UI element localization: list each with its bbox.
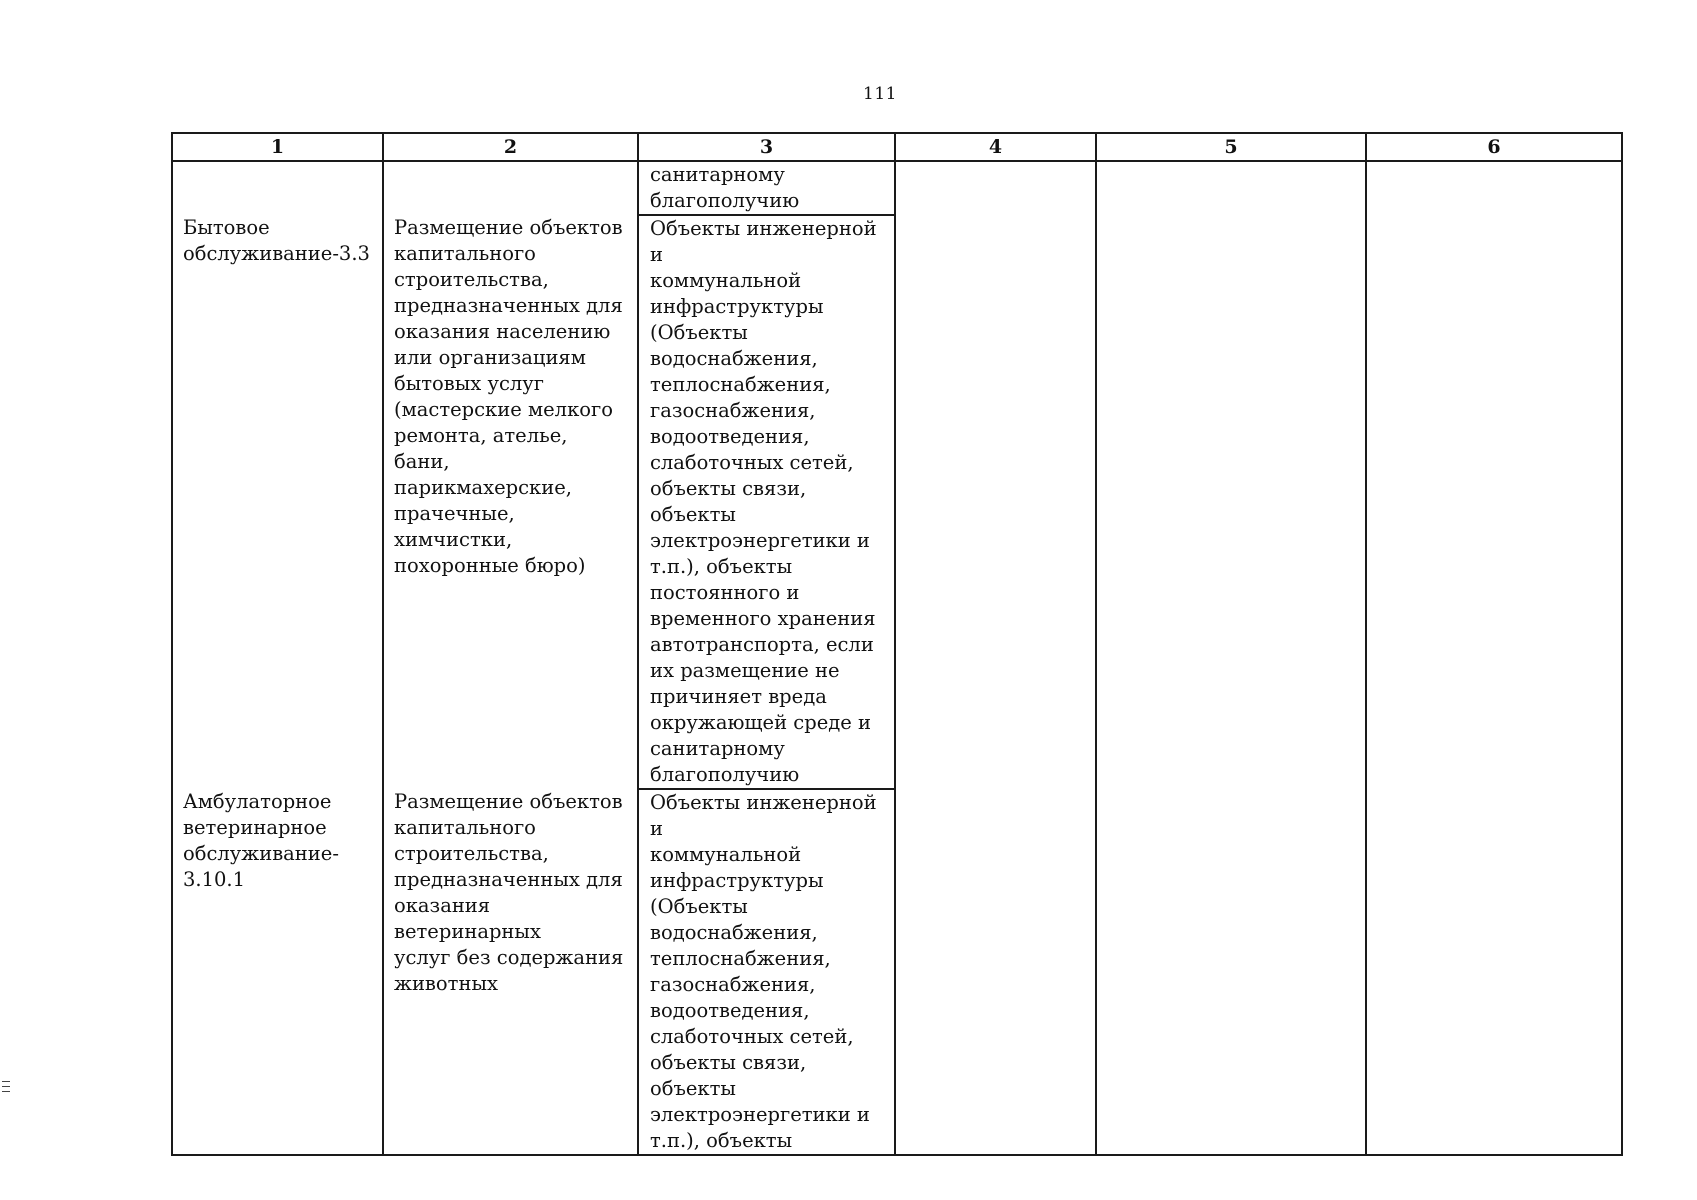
cell-use-type: Бытовое обслуживание-3.3 xyxy=(172,215,383,789)
cell-auxiliary-objects: Объекты инженерной и коммунальной инфраструктуры (Объекты водоснабжения, теплоснабжения, газоснабжения, водоотведения, слаботочных сетей, объекты связи, объекты электроэнергетики и т.п.), объекты постоянного и временного хранения автотранспорта, если их размещение не причиняет вреда окружающей среде и санитарному благополучию xyxy=(638,215,895,789)
cell-auxiliary-objects: санитарному благополучию xyxy=(638,161,895,215)
scan-margin-mark xyxy=(2,1081,10,1095)
header-col-4: 4 xyxy=(895,133,1096,161)
page-number: 111 xyxy=(863,84,897,104)
cell-use-type: Амбулаторное ветеринарное обслуживание- 3.10.1 xyxy=(172,789,383,1155)
cell-description xyxy=(383,161,638,215)
cell-auxiliary-objects: Объекты инженерной и коммунальной инфраструктуры (Объекты водоснабжения, теплоснабжения, газоснабжения, водоотведения, слаботочных сетей, объекты связи, объекты электроэнергетики и т.п.), объекты xyxy=(638,789,895,1155)
header-col-2: 2 xyxy=(383,133,638,161)
header-col-3: 3 xyxy=(638,133,895,161)
cell-col-6 xyxy=(1366,161,1622,1155)
cell-col-4 xyxy=(895,161,1096,1155)
header-col-1: 1 xyxy=(172,133,383,161)
header-col-6: 6 xyxy=(1366,133,1622,161)
regulations-table xyxy=(171,132,1623,1156)
cell-description: Размещение объектов капитального строительства, предназначенных для оказания ветеринарных услуг без содержания животных xyxy=(383,789,638,1155)
cell-description: Размещение объектов капитального строительства, предназначенных для оказания населению или организациям бытовых услуг (мастерские мелкого ремонта, ателье, бани, парикмахерские, прачечные, химчистки, похоронные бюро) xyxy=(383,215,638,789)
cell-col-5 xyxy=(1096,161,1366,1155)
table-row xyxy=(172,161,1622,215)
table-header-row xyxy=(172,133,1622,161)
header-col-5: 5 xyxy=(1096,133,1366,161)
cell-use-type xyxy=(172,161,383,215)
